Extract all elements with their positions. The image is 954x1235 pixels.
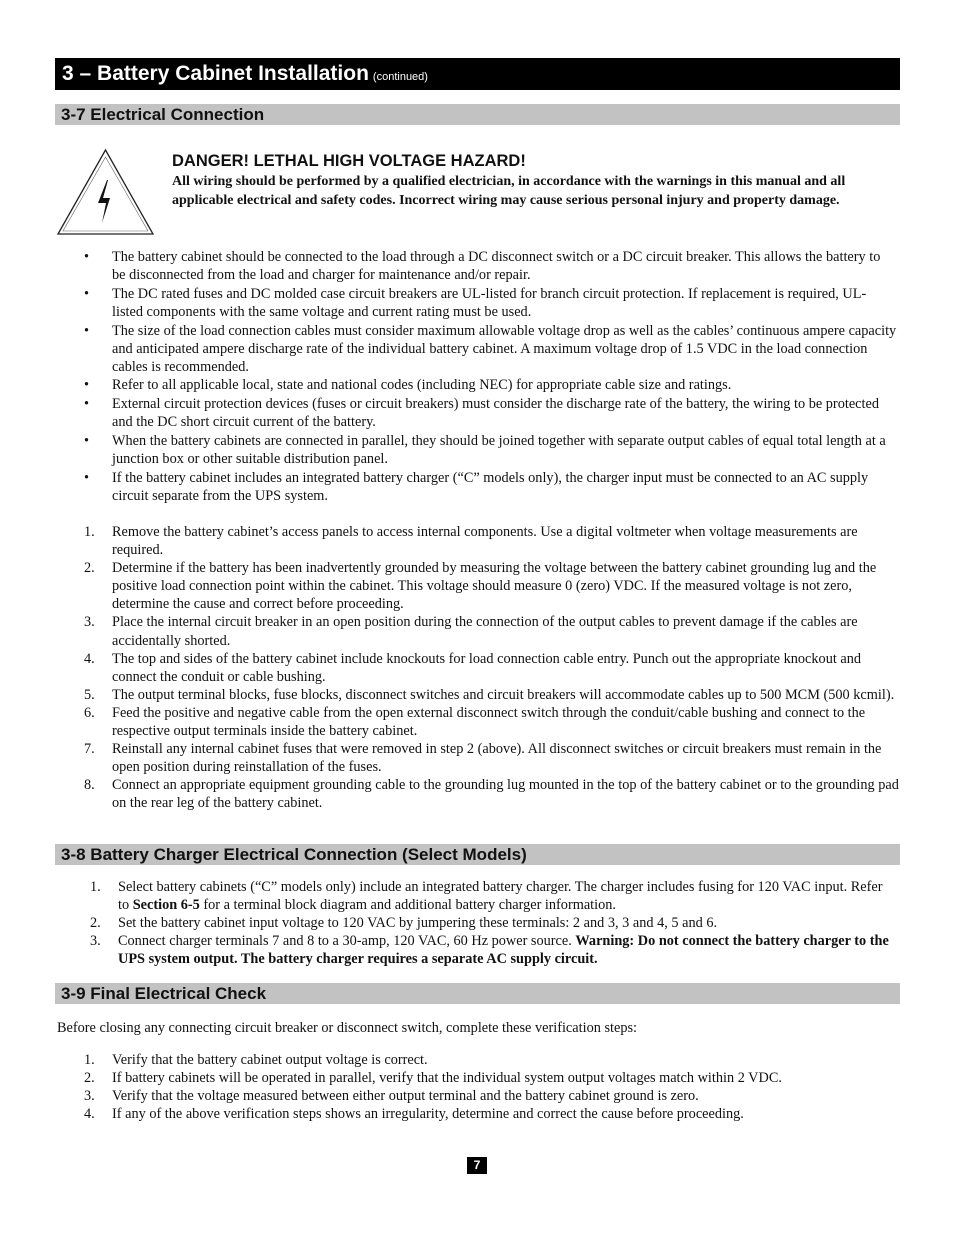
list-item: 1. Verify that the battery cabinet output voltage is correct. bbox=[84, 1052, 428, 1068]
list-item: • The battery cabinet should be connected to the load through a DC disconnect switch or a DC circuit breaker. This allows the battery to be disconnected from the load and charger for maintenance and/or repair. bbox=[84, 249, 881, 284]
list-item: 2. Determine if the battery has been inadvertently grounded by measuring the voltage between the battery cabinet grounding lug and the positive load connection point within the cabinet. This voltage should measure 0 (zero) VDC. If the measured voltage is not zero, determine the cause and correct before proceeding. bbox=[84, 560, 877, 613]
list-item: 3. Verify that the voltage measured between either output terminal and the battery cabinet ground is zero. bbox=[84, 1088, 699, 1105]
list-item: 7. Reinstall any internal cabinet fuses that were removed in step 2 (above). All disconnect switches or circuit breakers must remain in the open position during reinstallation of the fuses. bbox=[84, 741, 882, 776]
list-item: 3. Place the internal circuit breaker in an open position during the connection of the output cables to prevent damage if the cables are accidentally shorted. bbox=[84, 614, 858, 649]
warning-text: Warning: Do not connect the battery charger to the UPS system output. The battery charger requires a separate AC supply circuit. bbox=[118, 933, 889, 968]
list-item: 2. If battery cabinets will be operated in parallel, verify that the individual system output voltages match within 2 VDC. bbox=[84, 1070, 782, 1087]
list-item: 5. The output terminal blocks, fuse blocks, disconnect switches and circuit breakers will accommodate cables up to 500 MCM (500 kcmil). bbox=[84, 686, 895, 703]
list-item: • The DC rated fuses and DC molded case circuit breakers are UL-listed for branch circuit protection. If replacement is required, UL-listed components with the same voltage and current rating must be used. bbox=[84, 285, 867, 320]
section-heading-3-8: 3-8 Battery Charger Electrical Connection (Select Models) bbox=[55, 844, 900, 865]
list-item: 1. Remove the battery cabinet’s access panels to access internal components. Use a digital voltmeter when voltage measurements are required. bbox=[84, 524, 858, 559]
charger-connection-steps bbox=[90, 878, 890, 968]
list-item: 3. Connect charger terminals 7 and 8 to a 30-amp, 120 VAC, 60 Hz power source. Warning: Do not connect the battery charger to the UPS system output. The battery charger requires a separate AC supply circuit. bbox=[90, 933, 889, 968]
electrical-connection-bullets bbox=[82, 248, 897, 505]
list-item: • Refer to all applicable local, state and national codes (including NEC) for appropriate cable size and ratings. bbox=[84, 377, 732, 394]
section-heading-3-9: 3-9 Final Electrical Check bbox=[55, 983, 900, 1004]
page-number: 7 bbox=[467, 1157, 487, 1174]
list-item: 2. Set the battery cabinet input voltage to 120 VAC by jumpering these terminals: 2 and 3, 3 and 4, 5 and 6. bbox=[90, 915, 718, 932]
list-item: 8. Connect an appropriate equipment grounding cable to the grounding lug mounted in the top of the battery cabinet or to the grounding pad on the rear leg of the battery cabinet. bbox=[84, 777, 899, 812]
list-item: 4. The top and sides of the battery cabinet include knockouts for load connection cable entry. Punch out the appropriate knockout and connect the conduit or cable bushing. bbox=[84, 650, 862, 685]
list-item: • When the battery cabinets are connected in parallel, they should be joined together with separate output cables of equal total length at a junction box or other suitable distribution panel. bbox=[84, 432, 886, 467]
section-reference: Section 6-5 bbox=[132, 897, 200, 914]
electrical-connection-steps bbox=[84, 523, 899, 813]
danger-title: DANGER! LETHAL HIGH VOLTAGE HAZARD! bbox=[172, 152, 526, 170]
chapter-header-bar bbox=[55, 58, 900, 90]
list-item: 1. Select battery cabinets (“C” models only) include an integrated battery charger. The charger includes fusing for 120 VAC input. Refer to Section 6-5 for a terminal block diagram and additional battery charger information. bbox=[90, 879, 883, 914]
final-check-steps bbox=[84, 1051, 899, 1123]
list-item: • External circuit protection devices (fuses or circuit breakers) must consider the discharge rate of the battery, the wiring to be protected and the DC short circuit current of the battery. bbox=[84, 396, 879, 431]
danger-text: All wiring should be performed by a qualified electrician, in accordance with the warnings in this manual and all applicable electrical and safety codes. Incorrect wiring may cause serious personal injury and property damage. bbox=[172, 174, 846, 208]
chapter-note: (continued) bbox=[372, 71, 428, 83]
section-heading-3-7: 3-7 Electrical Connection bbox=[55, 104, 900, 125]
final-check-intro: Before closing any connecting circuit breaker or disconnect switch, complete these verification steps: bbox=[57, 1020, 638, 1036]
high-voltage-warning-icon bbox=[55, 147, 156, 237]
chapter-title: 3 – Battery Cabinet Installation bbox=[62, 62, 369, 85]
list-item: 4. If any of the above verification steps shows an irregularity, determine and correct the cause before proceeding. bbox=[84, 1106, 744, 1123]
list-item: 6. Feed the positive and negative cable from the open external disconnect switch through the conduit/cable bushing and connect to the respective output terminals inside the battery cabinet. bbox=[84, 704, 866, 740]
list-item: • The size of the load connection cables must consider maximum allowable voltage drop as well as the cables’ continuous ampere capacity and anticipated ampere discharge rate of the individual battery cabinet. A maximum voltage drop of 1.5 VDC in the load connection cables is recommended. bbox=[84, 322, 897, 375]
list-item: • If the battery cabinet includes an integrated battery charger (“C” models only), the charger input must be connected to an AC supply circuit separate from the UPS system. bbox=[84, 469, 869, 504]
